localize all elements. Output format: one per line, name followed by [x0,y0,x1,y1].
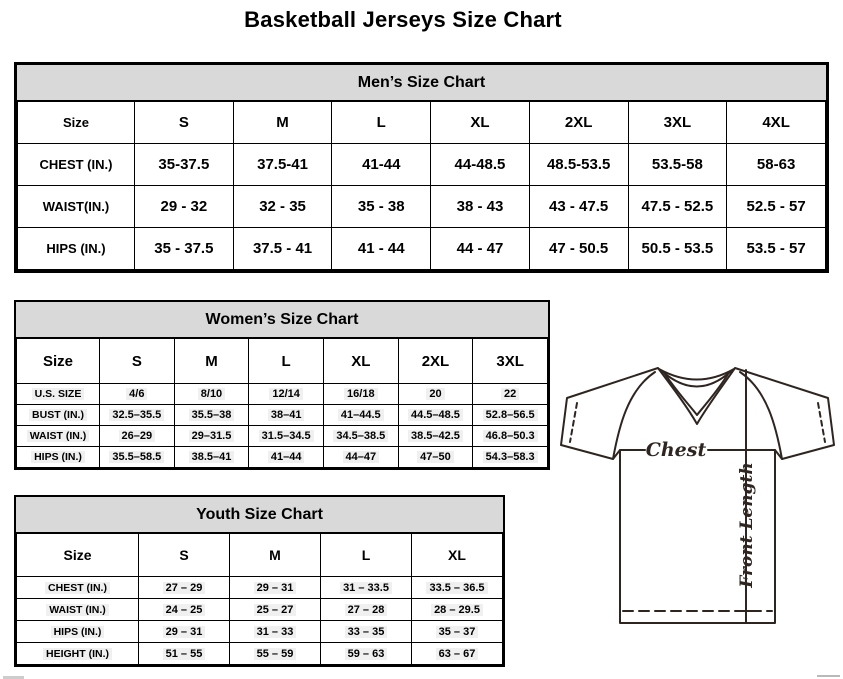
chest-label: Chest [645,439,707,461]
front-length-label: Front Length [737,462,757,588]
column-header-s: S [135,102,234,144]
size-value: 37.5 - 41 [252,240,313,257]
size-value: 41 - 44 [357,240,405,257]
size-value: 25 – 27 [254,604,297,616]
size-value: 29 - 32 [160,198,208,215]
size-value: 32 - 35 [259,198,306,215]
measurement-row [17,577,503,599]
row-label: WAIST (IN.) [46,604,109,616]
size-value: 52.8–56.5 [483,409,538,421]
jersey-diagram [556,362,840,628]
measurement-row [17,447,548,468]
column-header-l: L [321,534,412,577]
size-value: 31 – 33.5 [340,582,392,594]
size-value: 41-44 [362,156,401,173]
size-value: 53.5 - 57 [746,240,806,257]
column-header-4xl: 4XL [727,102,826,144]
size-value: 38.5–42.5 [408,430,463,442]
size-value: 55 – 59 [254,648,297,660]
column-header-l: L [249,339,324,384]
size-value: 35.5–38 [189,409,235,421]
size-value: 50.5 - 53.5 [641,240,714,257]
size-value: 35 – 37 [436,626,479,638]
size-value: 44.5–48.5 [408,409,463,421]
column-header-m: M [174,339,249,384]
size-value: 58-63 [756,156,796,173]
womens-chart-title-band [16,302,548,338]
size-value: 47–50 [417,451,454,463]
column-header-m: M [233,102,332,144]
measurement-row [17,643,503,665]
womens-chart-title: Women’s Size Chart [205,310,359,328]
size-value: 35-37.5 [158,156,210,173]
size-value: 33 – 35 [345,626,388,638]
womens-size-table [16,338,548,468]
bottom-edge-fragment-right [817,675,840,677]
size-value: 63 – 67 [436,648,479,660]
size-value: 32.5–35.5 [109,409,164,421]
size-value: 41–44 [268,451,305,463]
youth-chart-title-band [16,497,503,533]
youth-size-chart [14,495,505,667]
row-label: BUST (IN.) [29,409,87,421]
youth-chart-title: Youth Size Chart [196,505,323,523]
size-value: 35.5–58.5 [109,451,164,463]
size-value: 20 [426,388,444,400]
measurement-row [17,426,548,447]
size-value: 44 - 47 [456,240,504,257]
size-value: 47 - 50.5 [549,240,609,257]
size-value: 44–47 [343,451,380,463]
row-label: HIPS (IN.) [46,241,106,256]
measurement-row [18,144,826,186]
womens-size-chart [14,300,550,470]
size-value: 27 – 29 [163,582,206,594]
row-label: U.S. SIZE [32,388,85,400]
size-value: 29 – 31 [163,626,206,638]
size-value: 37.5-41 [257,156,308,173]
size-value: 26–29 [119,430,156,442]
column-header-s: S [100,339,175,384]
size-value: 12/14 [269,388,303,400]
size-value: 41–44.5 [338,409,384,421]
youth-size-table [16,533,503,665]
column-header-3xl: 3XL [628,102,727,144]
size-value: 31.5–34.5 [259,430,314,442]
mens-size-chart [14,62,829,273]
size-value: 34.5–38.5 [333,430,388,442]
size-value: 8/10 [198,388,225,400]
size-header-cell: Size [17,534,139,577]
column-header-s: S [139,534,230,577]
size-value: 48.5-53.5 [546,156,611,173]
size-value: 35 - 38 [357,198,405,215]
row-label: CHEST (IN.) [39,157,113,172]
measurement-row [17,405,548,426]
header-row [18,102,826,144]
row-label: WAIST (IN.) [27,430,90,442]
row-label: CHEST (IN.) [45,582,110,594]
size-value: 54.3–58.3 [483,451,538,463]
size-value: 29 – 31 [254,582,297,594]
header-row [17,339,548,384]
measurement-row [18,186,826,228]
size-value: 59 – 63 [345,648,388,660]
mens-chart-title: Men’s Size Chart [357,73,486,91]
size-value: 51 – 55 [163,648,206,660]
size-value: 22 [501,388,519,400]
size-value: 4/6 [126,388,147,400]
size-value: 53.5-58 [651,156,703,173]
size-value: 44-48.5 [454,156,506,173]
mens-size-table [17,101,826,270]
column-header-m: M [230,534,321,577]
size-value: 47.5 - 52.5 [641,198,714,215]
size-header-cell: Size [17,339,100,384]
size-value: 31 – 33 [254,626,297,638]
mens-chart-title-band [17,65,826,101]
header-row [17,534,503,577]
jersey-right-sleeve-dashed-line [818,403,825,442]
column-header-2xl: 2XL [398,339,473,384]
column-header-xl: XL [412,534,503,577]
row-label: HEIGHT (IN.) [43,648,112,660]
column-header-l: L [332,102,431,144]
size-value: 33.5 – 36.5 [426,582,487,594]
size-value: 29–31.5 [189,430,235,442]
page-title: Basketball Jerseys Size Chart [244,7,562,32]
size-value: 38 - 43 [456,198,504,215]
measurement-row [17,621,503,643]
size-value: 43 - 47.5 [549,198,609,215]
size-value: 52.5 - 57 [746,198,806,215]
size-value: 38–41 [268,409,305,421]
row-label: HIPS (IN.) [31,451,85,463]
row-label: HIPS (IN.) [51,626,105,638]
size-value: 38.5–41 [189,451,235,463]
column-header-xl: XL [431,102,530,144]
jersey-outline-path [561,368,834,623]
size-value: 16/18 [344,388,378,400]
measurement-row [18,228,826,270]
row-label: WAIST(IN.) [42,199,110,214]
measurement-row [17,384,548,405]
jersey-left-sleeve-dashed-line [570,403,577,442]
size-value: 27 – 28 [345,604,388,616]
column-header-2xl: 2XL [529,102,628,144]
size-value: 24 – 25 [163,604,206,616]
size-header-cell: Size [18,102,135,144]
column-header-xl: XL [323,339,398,384]
size-value: 35 - 37.5 [154,240,214,257]
measurement-row [17,599,503,621]
column-header-3xl: 3XL [473,339,548,384]
size-value: 28 – 29.5 [431,604,483,616]
size-value: 46.8–50.3 [483,430,538,442]
